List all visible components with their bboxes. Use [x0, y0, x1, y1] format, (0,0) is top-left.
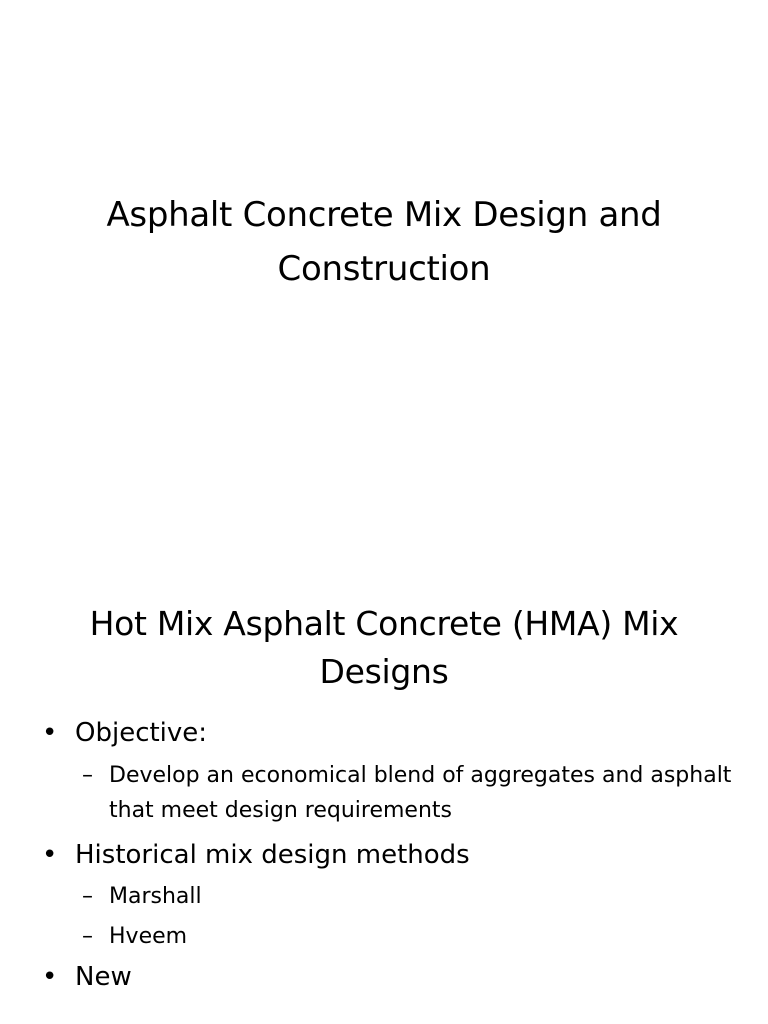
bullet-item-new	[42, 960, 732, 994]
sub-bullet-marker: –	[82, 924, 93, 949]
sub-bullet-text: Develop an economical blend of aggregates and asphalt that meet design requirements	[109, 763, 732, 823]
presentation-title: Asphalt Concrete Mix Design and Construction	[106, 195, 662, 289]
bullet-marker: •	[42, 962, 58, 992]
bullet-text: New	[75, 962, 132, 992]
bullet-marker: •	[42, 840, 58, 870]
bullet-text: Historical mix design methods	[75, 840, 470, 870]
sub-bullet-item	[42, 920, 732, 954]
bullet-item-historical-methods	[42, 838, 732, 872]
sub-bullet-text: Marshall	[109, 884, 202, 909]
bullet-list	[42, 716, 732, 1002]
slide-title: Hot Mix Asphalt Concrete (HMA) Mix Designs	[89, 604, 679, 691]
content-slide	[0, 576, 768, 1024]
bullet-item-objective	[42, 716, 732, 750]
sub-bullet-item	[42, 758, 732, 828]
sub-bullet-marker: –	[82, 763, 93, 788]
sub-bullet-marker: –	[82, 884, 93, 909]
bullet-text: Objective:	[75, 718, 208, 748]
sub-bullet-text: Hveem	[109, 924, 188, 949]
bullet-marker: •	[42, 718, 58, 748]
sub-bullet-item	[42, 880, 732, 914]
